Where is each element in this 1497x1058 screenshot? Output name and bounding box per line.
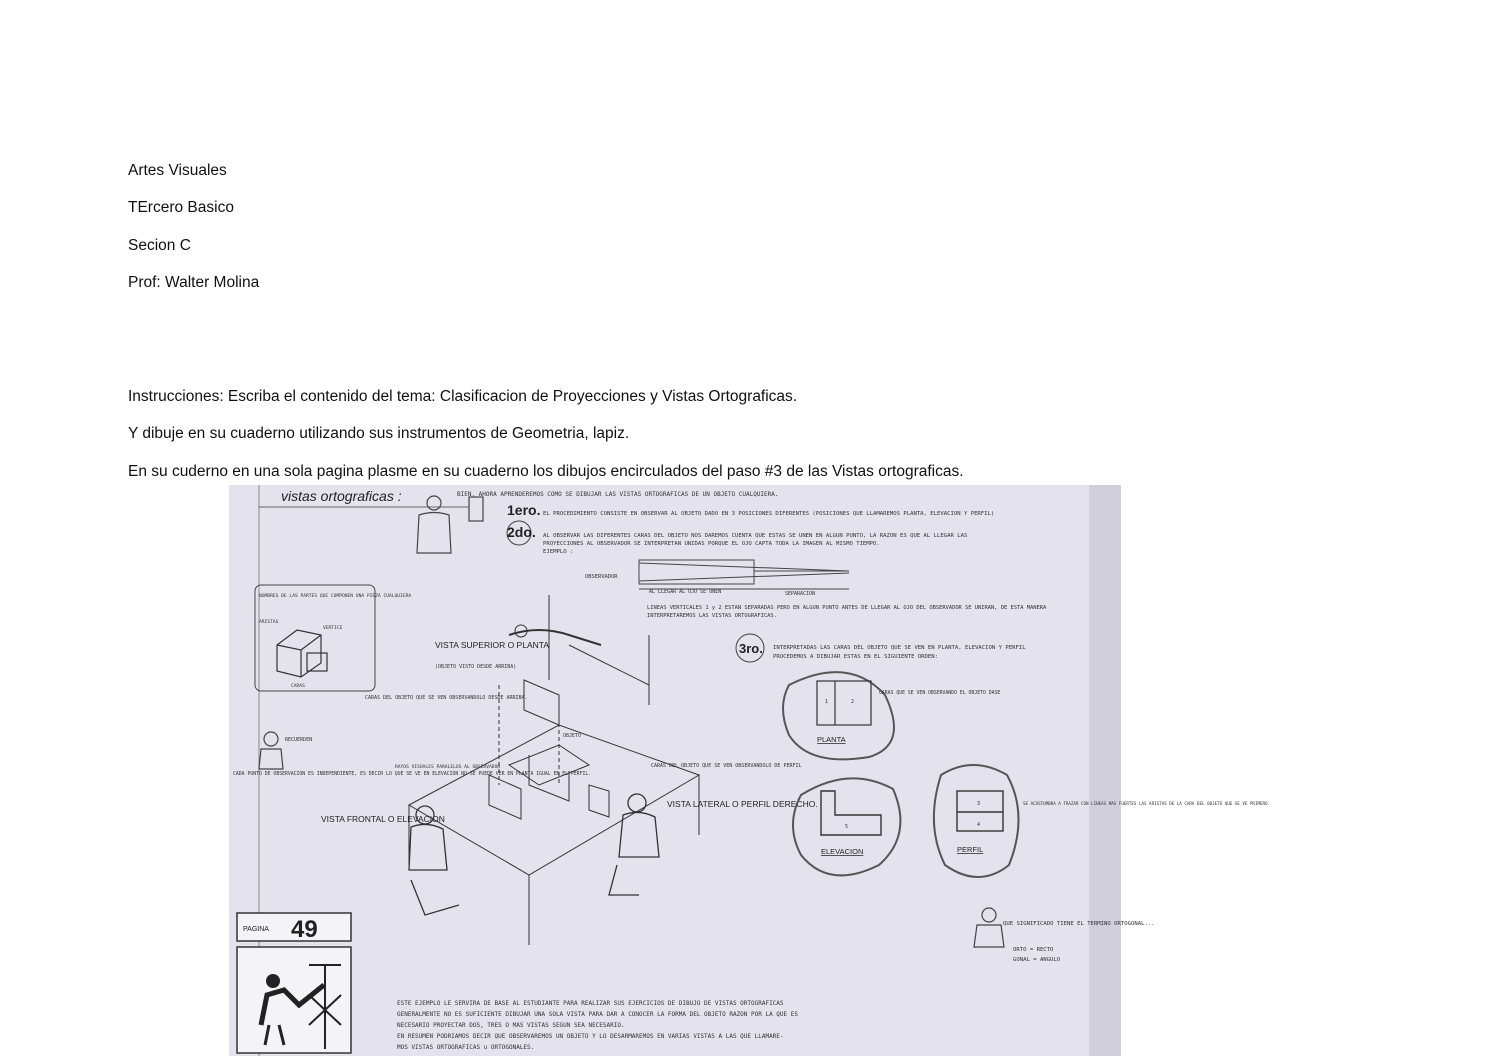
vertice-label: VERTICE (323, 626, 343, 631)
plan-note: CARAS QUE SE VEN OBSERVANDO EL OBJETO DASE (879, 691, 1001, 696)
answer-b: GONAL = ANGULO (1013, 957, 1061, 963)
lines-note-b: INTERPRETAREMOS LAS VISTAS ORTOGRAFICAS. (647, 613, 777, 619)
top-view-sub: (OBJETO VISTO DESDE ARRIBA) (435, 664, 517, 670)
step3-text-a: INTERPRETADAS LAS CARAS DEL OBJETO QUE SE VEN EN PLANTA, ELEVACION Y PERFIL (773, 645, 1026, 651)
separation-label: SEPARACION (785, 591, 816, 597)
footer-b: GENERALMENTE NO ES SUFICIENTE DIBUJAR UNA SOLA VISTA PARA DAR A CONOCER LA FORMA DEL OBJETO RAZON POR LA QUE ES (397, 1011, 798, 1018)
faces-profile-label: CARAS DEL OBJETO QUE SE VEN OBSERVANDOLO DE PERFIL (651, 763, 802, 769)
step2-label: 2do. (507, 524, 536, 540)
photo-title: vistas ortograficas : (281, 488, 402, 504)
arrive-label: AL LLEGAR AL OJO SE UNEN (649, 589, 722, 595)
svg-text:3: 3 (977, 801, 981, 807)
footer-d: EN RESUMEN PODRIAMOS DECIR QUE OBSERVAREMOS UN OBJETO Y LO DESARMAREMOS EN VARIAS VISTAS A LAS QUE LLAMARE- (397, 1033, 784, 1040)
footer-e: MOS VISTAS ORTOGRAFICAS u ORTOGONALES. (397, 1044, 535, 1051)
aristas-label: ARISTAS (259, 620, 279, 625)
page-label: PAGINA (243, 926, 269, 933)
parts-note: NOMBRES DE LAS PARTES QUE COMPONEN UNA PIEZA CUALQUIERA (259, 594, 412, 599)
step3-text-b: PROCEDEMOS A DIBUJAR ESTAS EN EL SIGUIENTE ORDEN: (773, 654, 939, 660)
footer-c: NECESARIO PROYECTAR DOS, TRES O MAS VISTAS SEGUN SEA NECESARIO. (397, 1022, 625, 1029)
observer-label: OBSERVADOR (585, 574, 618, 580)
svg-text:1: 1 (825, 699, 829, 705)
planta-label: PLANTA (817, 735, 846, 744)
example-label: EJEMPLO : (543, 549, 574, 555)
side-view-label: VISTA LATERAL O PERFIL DERECHO. (667, 799, 818, 809)
page-number: 49 (291, 916, 318, 943)
elevacion-label: ELEVACION (821, 847, 864, 856)
svg-text:2: 2 (851, 699, 855, 705)
lines-note-a: LINEAS VERTICALES 1 y 2 ESTAN SEPARADAS PERO EN ALGUN PUNTO ANTES DE LLEGAR AL OJO DEL OBSERVADOR SE UNIRAN, DE ESTA MANERA (647, 605, 1047, 611)
step2-text-a: AL OBSERVAR LAS DIFERENTES CARAS DEL OBJETO NOS DAREMOS CUENTA QUE ESTAS SE UNEN EN ALGUN PUNTO, LA RAZON ES QUE AL LLEGAR LAS (543, 533, 968, 539)
step3-label: 3ro. (739, 641, 763, 656)
worksheet-photo (229, 485, 1271, 1056)
object-label: OBJETO (563, 733, 582, 739)
instructions-line-3: En su cuderno en una sola pagina plasme en su cuaderno los dibujos encirculados del paso #3 de las Vistas ortograficas. (128, 463, 964, 480)
caras-label: CARAS (291, 684, 305, 689)
profile-note: SE ACOSTUMBRA A TRAZAR CON LINEAS MAS FUERTES LAS ARISTAS DE LA CARA DEL OBJETO QUE SE VE PRIMERO. (1023, 801, 1271, 806)
rays-label: RAYOS VISUALES PARALELOS AL OBSERVADOR (395, 765, 501, 770)
photo-intro: BIEN, AHORA APRENDEREMOS COMO SE DIBUJAR LAS VISTAS ORTOGRAFICAS DE UN OBJETO CUALQUIERA. (457, 491, 779, 498)
subject-line: Artes Visuales (128, 162, 227, 179)
answer-a: ORTO = RECTO (1013, 947, 1054, 953)
svg-text:5: 5 (845, 824, 849, 830)
section-line: Secion C (128, 237, 191, 254)
question-text: QUE SIGNIFICADO TIENE EL TERMINO ORTOGONAL... (1003, 921, 1155, 927)
instructions-line-2: Y dibuje en su cuaderno utilizando sus instrumentos de Geometria, lapiz. (128, 425, 630, 442)
step2-text-b: PROYECCIONES AL OBSERVADOR SE INTERPRETAN UNIDAS PORQUE EL OJO CAPTA TODA LA IMAGEN AL MISMO TIEMPO. (543, 541, 880, 547)
front-view-label: VISTA FRONTAL O ELEVACION (321, 814, 445, 824)
drafter-logo-icon (237, 947, 351, 1053)
grade-line: TErcero Basico (128, 199, 234, 216)
step1-text: EL PROCEDIMIENTO CONSISTE EN OBSERVAR AL OBJETO DADO EN 3 POSICIONES DIFERENTES (POSICIONES QUE LLAMAREMOS PLANTA, ELEVACION Y PERFIL) (543, 511, 995, 517)
instructions-line-1: Instrucciones: Escriba el contenido del tema: Clasificacion de Proyecciones y Vistas Ortograficas. (128, 388, 798, 405)
top-view-label: VISTA SUPERIOR O PLANTA (435, 640, 549, 650)
faces-above-label: CARAS DEL OBJETO QUE SE VEN OBSERVANDOLO DESDE ARRIBA. (365, 695, 528, 701)
step1-label: 1ero. (507, 502, 541, 518)
footer-a: ESTE EJEMPLO LE SERVIRA DE BASE AL ESTUDIANTE PARA REALIZAR SUS EJERCICIOS DE DIBUJO DE VISTAS ORTOGRAFICAS (397, 1000, 784, 1007)
remember-label: RECUERDEN (285, 737, 313, 743)
svg-text:4: 4 (977, 822, 981, 828)
remember-text: CADA PUNTO DE OBSERVACION ES INDEPENDIENTE, ES DECIR LO QUE SE VE EN ELEVACION NO SE PUEDE VER EN PLANTA IGUAL EN EL PERFIL. (233, 772, 592, 777)
teacher-line: Prof: Walter Molina (128, 274, 260, 291)
perfil-label: PERFIL (957, 845, 984, 854)
